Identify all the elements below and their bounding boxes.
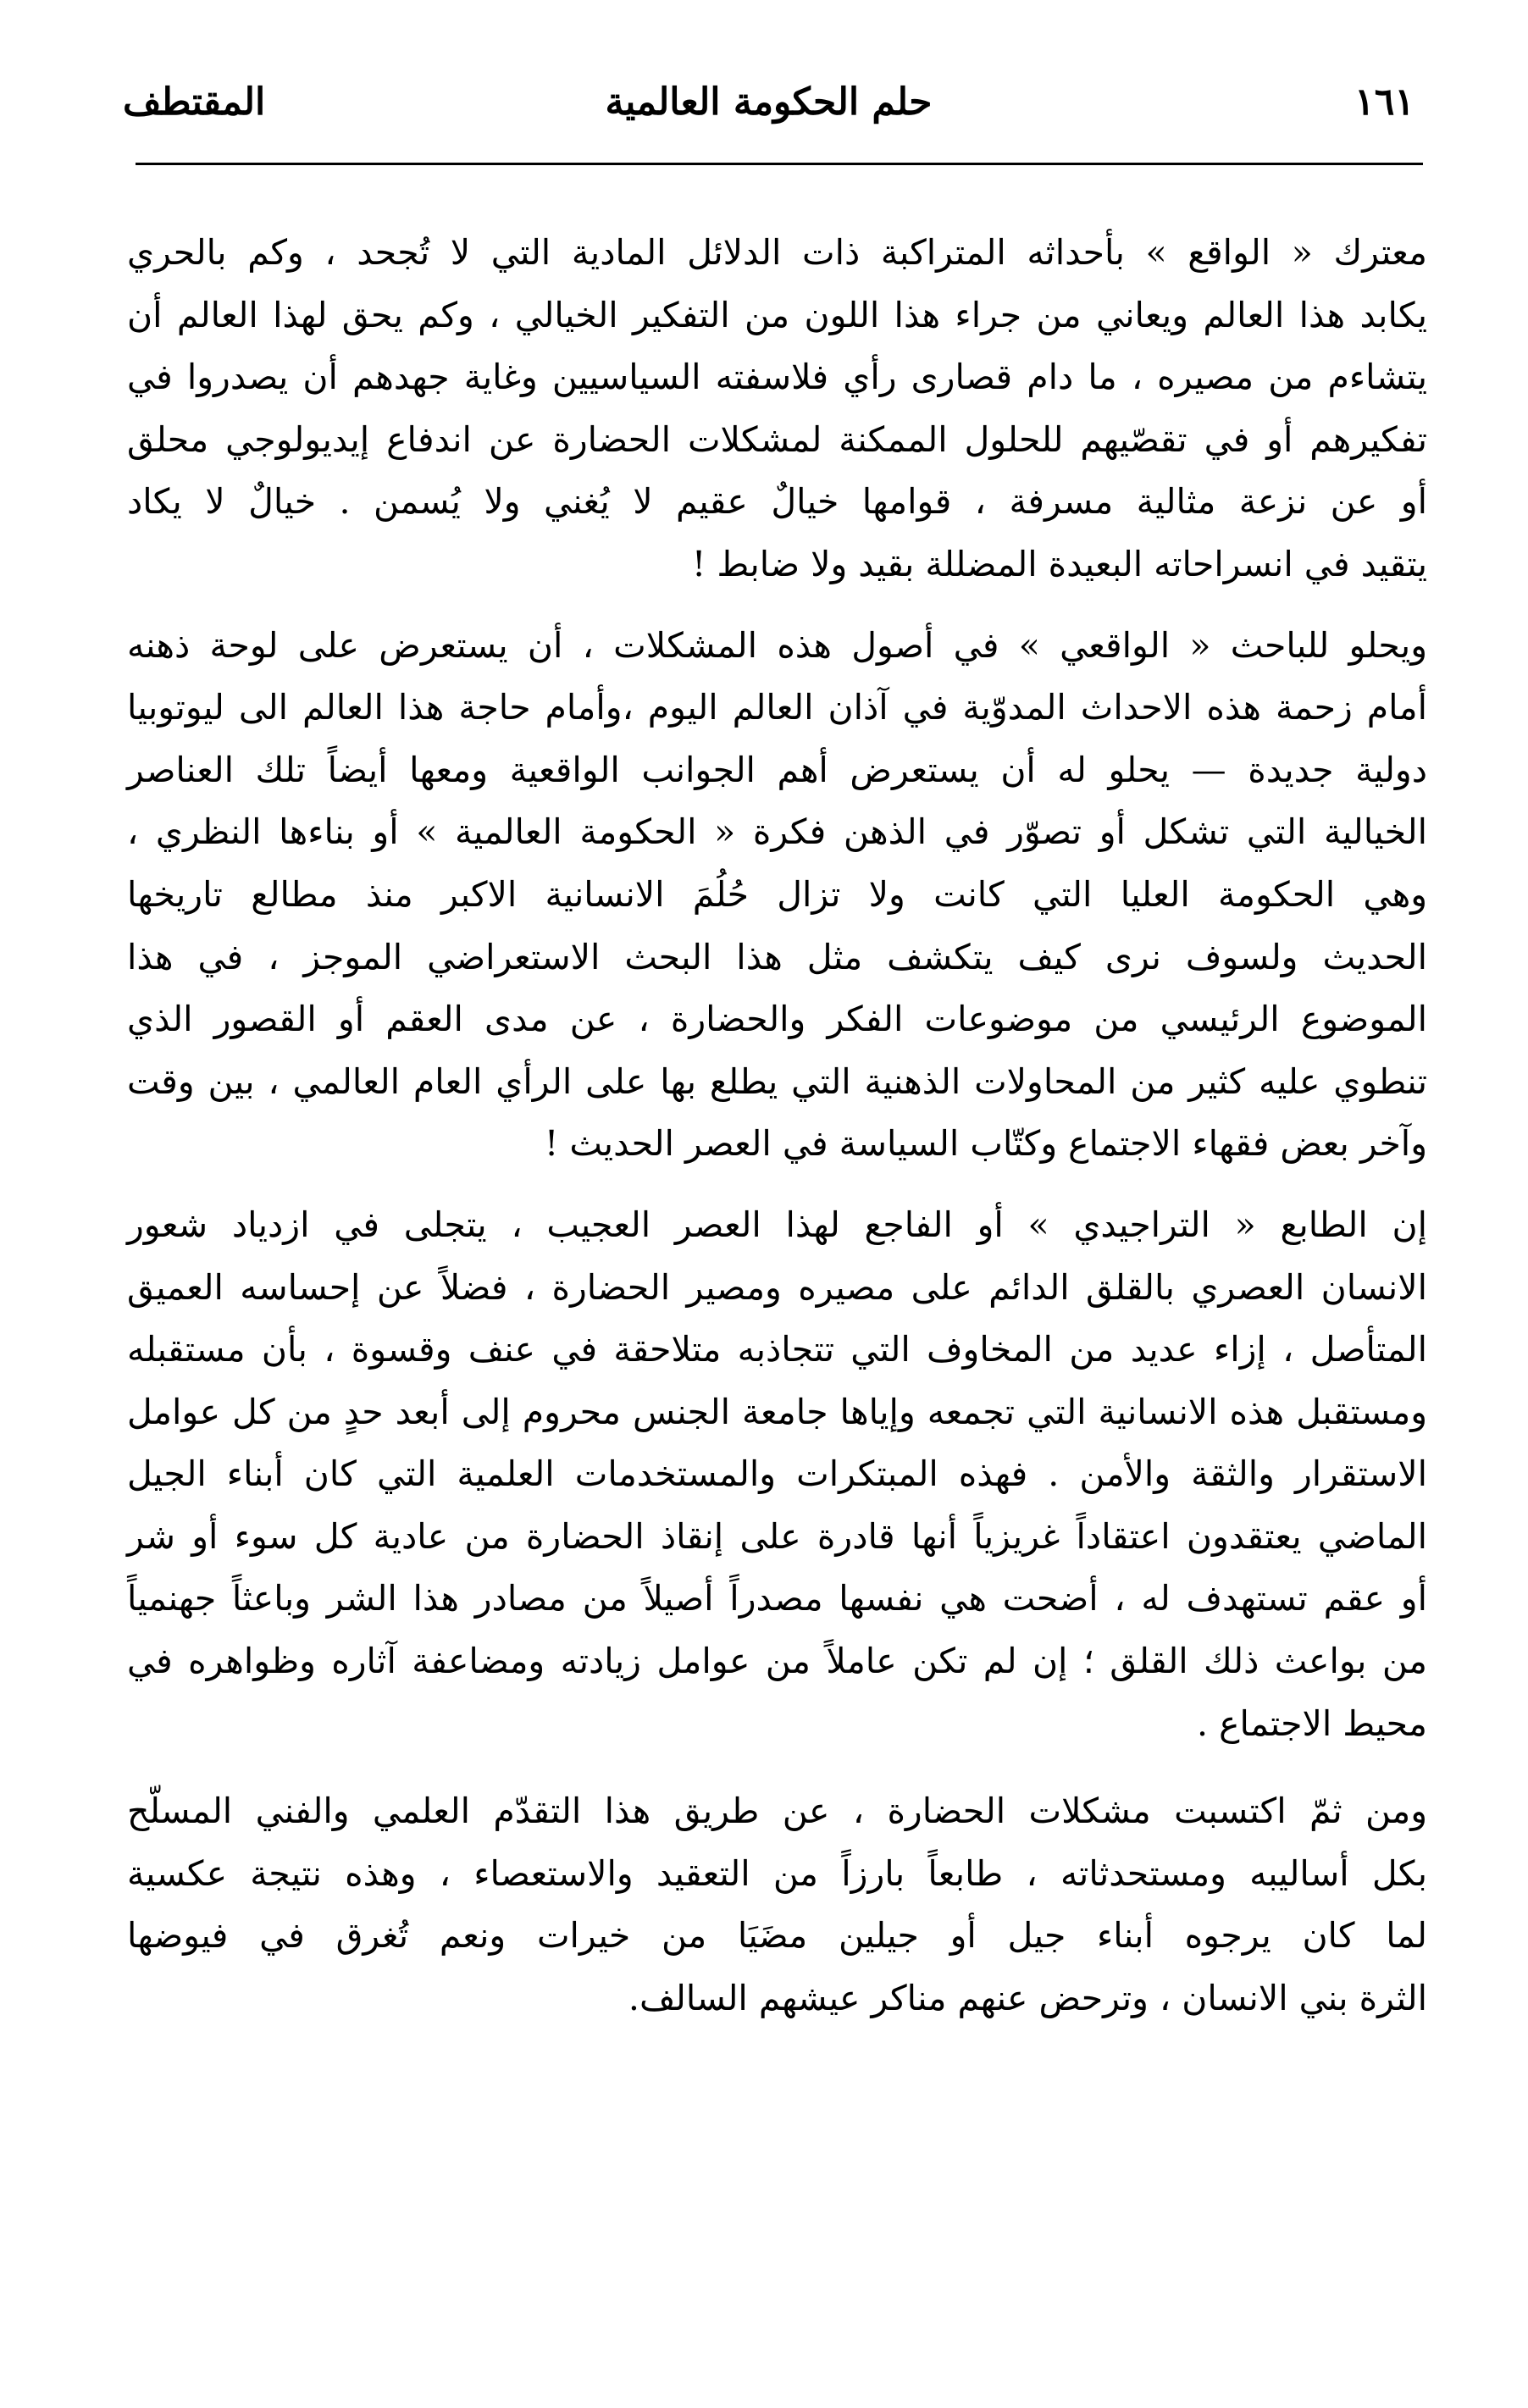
text-line: الاستقرار والثقة والأمن . فهذه المبتكرات والمستخدمات العلمية التي كان أبناء الجيل: [127, 1453, 1427, 1495]
text-line: تفكيرهم أو في تقصّيهم للحلول الممكنة لمشكلات الحضارة عن اندفاع إيديولوجي محلق: [127, 418, 1427, 460]
text-line: يتشاءم من مصيره ، ما دام قصارى رأي فلاسفته السياسيين وغاية جهدهم أن يصدروا في: [127, 357, 1427, 398]
paragraph-2: [127, 615, 1427, 1176]
text-line: محيط الاجتماع .: [1197, 1702, 1427, 1744]
paragraph-4: [127, 1780, 1427, 2029]
text-line: يكابد هذا العالم ويعاني من جراء هذا اللون من التفكير الخيالي ، وكم يحق لهذا العالم أن: [127, 294, 1427, 335]
text-line: تنطوي عليه كثير من المحاولات الذهنية التي يطلع بها على الرأي العام العالمي ، بين وقت: [127, 1060, 1427, 1102]
paragraph-1: [127, 222, 1427, 596]
text-line: أمام زحمة هذه الاحداث المدوّية في آذان العالم اليوم ،وأمام حاجة هذا العالم الى ليوتوبيا: [127, 687, 1427, 728]
paragraph-gap: [127, 1755, 1427, 1780]
text-line: ومستقبل هذه الانسانية التي تجمعه وإياها جامعة الجنس محروم إلى أبعد حدٍ من كل عوامل: [127, 1391, 1427, 1432]
text-line: أو عن نزعة مثالية مسرفة ، قوامها خيالٌ عقيم لا يُغني ولا يُسمن . خيالٌ لا يكاد: [127, 481, 1427, 523]
text-line: إن الطابع « التراجيدي » أو الفاجع لهذا العصر العجيب ، يتجلى في ازدياد شعور: [127, 1204, 1427, 1245]
text-line: يتقيد في انسراحاته البعيدة المضللة بقيد ولا ضابط !: [691, 543, 1427, 584]
text-line: الانسان العصري بالقلق الدائم على مصيره ومصير الحضارة ، فضلاً عن إحساسه العميق: [127, 1266, 1427, 1308]
text-line: دولية جديدة — يحلو له أن يستعرض أهم الجوانب الواقعية ومعها أيضاً تلك العناصر: [127, 749, 1427, 790]
text-line: المتأصل ، إزاء عديد من المخاوف التي تتجاذبه متلاحقة في عنف وقسوة ، بأن مستقبله: [127, 1329, 1427, 1370]
running-header: [123, 80, 1415, 140]
text-line: ويحلو للباحث « الواقعي » في أصول هذه المشكلات ، أن يستعرض على لوحة ذهنه: [127, 624, 1427, 666]
page-number: ١٦١: [1354, 80, 1415, 124]
text-line: معترك « الواقع » بأحداثه المتراكبة ذات الدلائل المادية التي لا تُجحد ، وكم بالحري: [127, 232, 1427, 273]
running-title: حلم الحكومة العالمية: [605, 80, 933, 124]
text-line: الثرة بني الانسان ، وترحض عنهم مناكر عيشهم السالف.: [628, 1978, 1427, 2019]
text-line: وآخر بعض فقهاء الاجتماع وكتّاب السياسة في العصر الحديث !: [544, 1123, 1427, 1165]
text-line: الحديث ولسوف نرى كيف يتكشف مثل هذا البحث الاستعراضي الموجز ، في هذا: [127, 936, 1427, 977]
text-line: بكل أساليبه ومستحدثاته ، طابعاً بارزاً من التعقيد والاستعصاء ، وهذه نتيجة عكسية: [127, 1852, 1427, 1894]
body-text: [127, 222, 1427, 2030]
text-line: وهي الحكومة العليا التي كانت ولا تزال حُلُمَ الانسانية الاكبر منذ مطالع تاريخها: [127, 873, 1427, 915]
journal-name: المقتطف: [123, 80, 266, 124]
header-rule: [136, 163, 1423, 165]
text-line: الخيالية التي تشكل أو تصوّر في الذهن فكرة « الحكومة العالمية » أو بناءها النظري ،: [127, 811, 1427, 853]
text-line: الموضوع الرئيسي من موضوعات الفكر والحضارة ، عن مدى العقم أو القصور الذي: [127, 999, 1427, 1040]
paragraph-3: [127, 1194, 1427, 1755]
text-line: ومن ثمّ اكتسبت مشكلات الحضارة ، عن طريق هذا التقدّم العلمي والفني المسلّح: [127, 1791, 1427, 1832]
text-line: أو عقم تستهدف له ، أضحت هي نفسها مصدراً أصيلاً من مصادر هذا الشر وباعثاً جهنمياً: [127, 1578, 1427, 1619]
text-line: من بواعث ذلك القلق ؛ إن لم تكن عاملاً من عوامل زيادته ومضاعفة آثاره وظواهره في: [127, 1641, 1427, 1682]
text-line: الماضي يعتقدون اعتقاداً غريزياً أنها قادرة على إنقاذ الحضارة من عادية كل سوء أو شر: [127, 1515, 1427, 1557]
text-line: لما كان يرجوه أبناء جيل أو جيلين مضَيَا من خيرات ونعم تُغرق في فيوضها: [127, 1915, 1427, 1957]
